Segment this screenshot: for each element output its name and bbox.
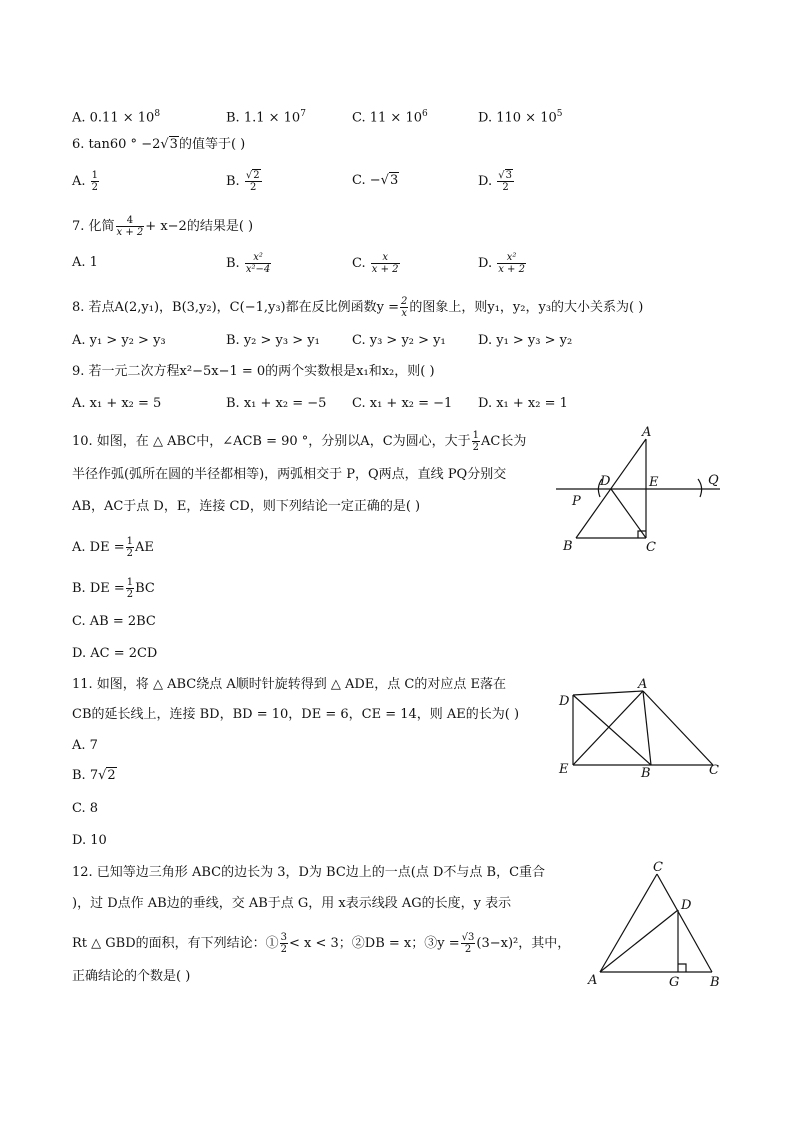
- q6-option-b: B. $\frac{√2}{2}$: [226, 170, 260, 193]
- q12-segment-ac: [600, 874, 657, 972]
- q10-label-b: B: [563, 539, 573, 554]
- q6-option-d: D. $\frac{√3}{2}$: [478, 170, 512, 193]
- q11-label-e: E: [559, 762, 569, 777]
- q11-label-b: B: [641, 766, 651, 781]
- q9-stem: 9. 若一元二次方程x²−5x−1 = 0的两个实数根是x₁和x₂，则( ): [72, 364, 435, 379]
- q10-stem-line1: 10. 如图，在 △ ABC中，∠ACB = 90 °，分别以A，C为圆心，大于 $\frac{1}{2}$ AC长为: [72, 430, 527, 453]
- q6-options: [72, 170, 632, 192]
- q10-option-d: D. AC = 2CD: [72, 646, 158, 661]
- q12-stem-line2: )，过 D点作 AB边的垂线，交 AB于点 G，用 x表示线段 AG的长度，y 表示: [72, 896, 512, 911]
- q11-segment-bd: [573, 695, 651, 765]
- q10-option-b: B. DE = $\frac{1}{2}$ BC: [72, 577, 155, 600]
- q5-option-b: B. $1.1 \times 10^7$: [226, 109, 306, 126]
- q10-stem-line3: AB，AC于点 D，E，连接 CD，则下列结论一定正确的是( ): [72, 499, 421, 514]
- q5-option-c: C. $11 \times 10^6$: [352, 109, 428, 126]
- q11-segment-ae: [573, 691, 643, 765]
- q7-stem: 7. 化简 $\frac{4}{x + 2}$ + x−2的结果是( ): [72, 215, 254, 238]
- q11-label-c: C: [709, 763, 719, 778]
- q10-label-e: E: [649, 475, 659, 490]
- q12-stem-line3: Rt △ GBD的面积，有下列结论：① $\frac{3}{2}$ < x < 3；②DB = x；③y = $\frac{√3}{2}$ (3−x)²，其中，: [72, 932, 571, 955]
- q10-figure: [550, 425, 730, 555]
- q11-figure: [555, 677, 730, 782]
- q6-option-c: C. −√3: [352, 173, 399, 188]
- q11-option-b: B. 7√2: [72, 768, 116, 783]
- q7-options: [72, 252, 632, 274]
- q8-option-c: C. y₃ > y₂ > y₁: [352, 333, 446, 348]
- q6-option-a: A. $\frac{1}{2}$: [72, 170, 99, 193]
- q12-label-c: C: [653, 860, 663, 875]
- q11-stem-line1: 11. 如图，将 △ ABC绕点 A顺时针旋转得到 △ ADE，点 C的对应点 E落在: [72, 677, 506, 692]
- q9-options: [72, 393, 632, 415]
- q11-option-c: C. 8: [72, 801, 99, 816]
- q12-segment-ad: [600, 910, 678, 972]
- q12-segment-bc: [657, 874, 712, 972]
- q10-label-q: Q: [708, 473, 719, 488]
- q9-option-b: B. x₁ + x₂ = −5: [226, 396, 327, 411]
- q9-option-d: D. x₁ + x₂ = 1: [478, 396, 568, 411]
- q8-option-b: B. y₂ > y₃ > y₁: [226, 333, 320, 348]
- q12-stem-line4: 正确结论的个数是( ): [72, 969, 191, 984]
- q9-option-c: C. x₁ + x₂ = −1: [352, 396, 453, 411]
- q11-segment-ac: [643, 691, 713, 765]
- q10-stem-line2: 半径作弧(弧所在圆的半径都相等)，两弧相交于 P，Q两点，直线 PQ分别交: [72, 467, 507, 482]
- q10-option-a: A. DE = $\frac{1}{2}$ AE: [72, 536, 154, 559]
- q6-stem: 6. tan60 ° −2√3的值等于( ): [72, 137, 246, 152]
- q11-segment-ab: [643, 691, 651, 765]
- q9-option-a: A. x₁ + x₂ = 5: [72, 396, 162, 411]
- q11-segment-da: [573, 691, 643, 695]
- q11-label-a: A: [638, 677, 648, 692]
- q10-label-a: A: [642, 425, 652, 440]
- q8-option-d: D. y₁ > y₃ > y₂: [478, 333, 573, 348]
- q11-option-d: D. 10: [72, 833, 107, 848]
- q12-stem-line1: 12. 已知等边三角形 ABC的边长为 3，D为 BC边上的一点(点 D不与点 B，C重合: [72, 865, 546, 880]
- q12-right-angle-mark: [678, 964, 686, 972]
- q7-option-a: A. 1: [72, 255, 98, 270]
- q10-label-d: D: [600, 474, 611, 489]
- q7-option-d: D. $\frac{\text{x²}}{x + 2}$: [478, 252, 525, 275]
- q10-label-c: C: [646, 540, 656, 555]
- q8-option-a: A. y₁ > y₂ > y₃: [72, 333, 166, 348]
- q10-arc-q: [698, 479, 702, 497]
- q5-option-d: D. $110 \times 10^5$: [478, 109, 563, 126]
- q11-stem-line2: CB的延长线上，连接 BD，BD = 10，DE = 6，CE = 14，则 AE的长为( ): [72, 707, 520, 722]
- q12-figure: [580, 860, 730, 995]
- q5-option-a: A. $0.11 \times 10^8$: [72, 109, 161, 126]
- q12-label-b: B: [710, 975, 720, 990]
- q8-options: [72, 330, 632, 352]
- q5-options: [72, 103, 632, 125]
- q10-label-p: P: [572, 494, 581, 509]
- q11-label-d: D: [559, 694, 570, 709]
- q12-label-d: D: [681, 898, 692, 913]
- q7-option-b: B. $\frac{\text{x²}}{\text{x²−4}}$: [226, 252, 271, 275]
- q7-option-c: C. $\frac{x}{x + 2}$: [352, 252, 399, 275]
- q12-label-g: G: [669, 975, 680, 990]
- q11-option-a: A. 7: [72, 738, 98, 753]
- q12-label-a: A: [588, 973, 598, 988]
- q8-stem: 8. 若点A(2,y₁)，B(3,y₂)，C(−1,y₃)都在反比例函数y = $\frac{2}{x}$ 的图象上，则y₁，y₂，y₃的大小关系为( ): [72, 296, 644, 319]
- q10-option-c: C. AB = 2BC: [72, 614, 156, 629]
